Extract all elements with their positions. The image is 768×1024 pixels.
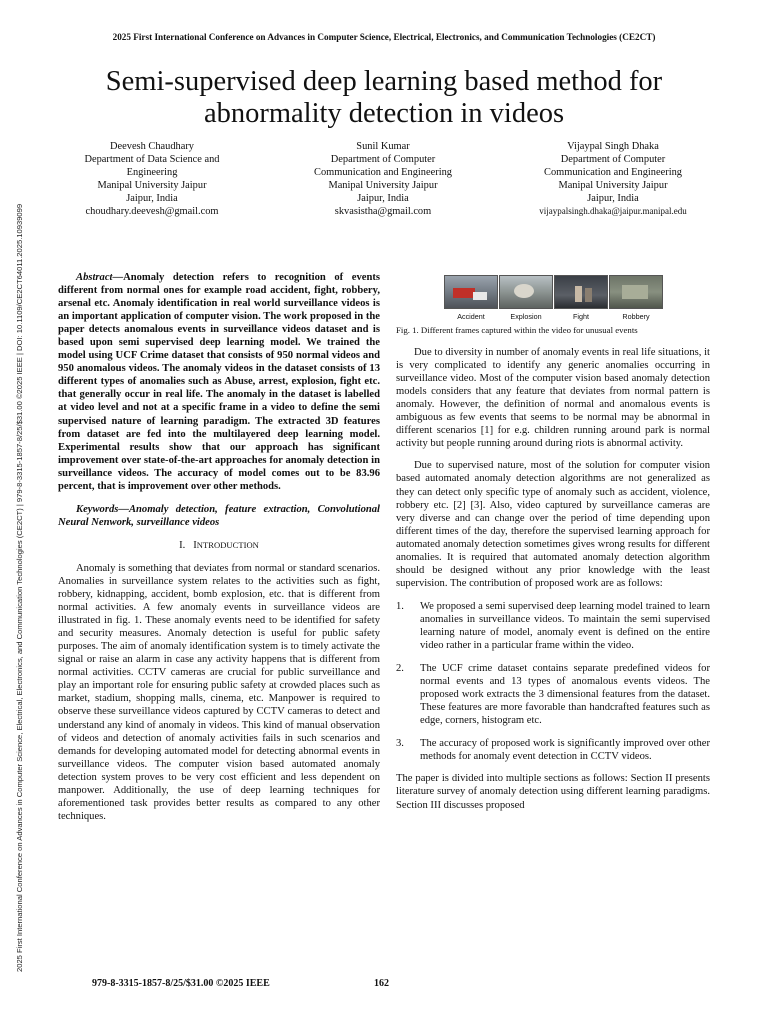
abstract-lead: Abstract: [76, 272, 113, 283]
footer-isbn: 979-8-3315-1857-8/25/$31.00 ©2025 IEEE: [92, 978, 270, 989]
author-email[interactable]: vijaypalsingh.dhaka@jaipur.manipal.edu: [539, 206, 687, 216]
author-dept-line2: Engineering: [126, 167, 178, 178]
author-dept-line1: Department of Computer: [330, 154, 436, 165]
author-dept-line1: Department of Data Science and: [84, 154, 220, 165]
author-location: Jaipur, India: [357, 193, 409, 204]
side-doi-note: 2025 First International Conference on Advances in Computer Science, Electrical, Electronics, and Communication Technologies (CE2CT) | 979-8-3315-1857-8/25/$31.00 ©2025 IEEE | DOI: 10.1109/CE2CT64011.2025.10939099: [15, 203, 24, 972]
author-dept-line2: Communication and Engineering: [544, 167, 682, 178]
contribution-text: We proposed a semi supervised deep learning model trained to learn anomalies in surveillance videos. To maintain the semi supervised learning nature of model, anomaly event is defined on the entire video rather in a particular frame within the video.: [420, 600, 710, 652]
fight-frame-image: [554, 275, 608, 309]
author-name: Sunil Kumar: [356, 141, 410, 152]
author-block-3: [513, 140, 713, 218]
contribution-number: 2.: [396, 663, 404, 675]
section-title-initial: I: [193, 539, 197, 551]
abstract-text: —Anomaly detection refers to recognition of events different from normal ones for example road accident, fight, robbery, arsenal etc. Anomaly identification in real world surveillance videos is an important application of computer vision. The work proposed in the paper detects anomalous events in surveillance videos dataset and is based upon semi supervised deep learning model. We trained the model using UCF Crime dataset that consists of 950 normal videos and 950 anomalous videos. The anomaly videos in the dataset consists of 13 different types of anomalies such as Abuse, arrest, explosion, fight etc. that generally occur in real life. The anomaly in the dataset is labelled at video level and not at a specific frame in a video to define the semi supervised nature of learning paradigm. The extracted 3D features from dataset are fed into the multilayered deep learning model. Experimental results show that our approach has significant improvement over state-of-the-art approaches for anomaly detection in surveillance videos. The accuracy of model comes out to be 83.96 percent, that is improvement over other methods.: [58, 272, 380, 492]
author-block-1: [52, 140, 252, 218]
figure-caption: Fig. 1. Different frames captured within the video for unusual events: [396, 325, 638, 335]
figure-label-explosion: Explosion: [510, 312, 542, 321]
figure-label-fight: Fight: [573, 312, 589, 321]
conference-header: 2025 First International Conference on Advances in Computer Science, Electrical, Electronics, and Communication Technologies (CE2CT): [112, 32, 656, 42]
section-heading-introduction: [58, 539, 380, 552]
contribution-item: [396, 737, 710, 763]
contribution-item: [396, 662, 710, 727]
paper-title: Semi-supervised deep learning based method for abnormality detection in videos: [105, 66, 663, 129]
page-number: 162: [374, 978, 389, 989]
author-name: Deevesh Chaudhary: [110, 141, 194, 152]
intro-paragraph: Anomaly is something that deviates from normal or standard scenarios. Anomalies in surveillance system relates to the activities such as fight, robbery, kidnapping, accident, bomb explosion, etc. that is different from normal activities. A few anomaly events in surveillance videos are illustrated in fig. 1. These anomaly events need to be identified for safety and security measures. Anomaly detection is useful for public safety purposes. The aim of anomaly identification system is to timely activate the signal or raise an alarm in case any activity happens that is different from normal activities. CCTV cameras are crucial for public surveillance and play an important role for ensuring public safety at crowded places such as market, stadium, shopping malls, cinema, etc. Manpower is required to observe these surveillance videos captured by CCTV cameras to detect and understand any kind of anomaly in videos. This kind of manual observation of videos and detection of anomaly activities fails in such scenarios and demands for developing automated model for detecting abnormal events in surveillance videos. The computer vision based automated anomaly detection system proves to be very cost efficient and less dependent on manpower. Additionally, the use of deep learning techniques for aforementioned task provides better results as compared to any other techniques.: [58, 562, 380, 822]
abstract: [58, 271, 380, 493]
keywords: Keywords—Anomaly detection, feature extraction, Convolutional Neural Nenwork, surveillance videos: [58, 503, 380, 528]
explosion-frame-image: [499, 275, 553, 309]
body-paragraph: Due to diversity in number of anomaly events in real life situations, it is very complicated to identify any generic anomalies occurring in surveillance video. Most of the computer vision based anomaly detection models considers that any feature that deviates from normal pattern is anomaly. However, the definition of normal and anomalous events is ambiguous as few events that seems to be normal may be abnormal in different scenarios [1] for e.g. children running around park is normal activity but people running around during riots is abnormal activity.: [396, 347, 710, 450]
contribution-number: 1.: [396, 600, 404, 612]
author-location: Jaipur, India: [126, 193, 178, 204]
contribution-number: 3.: [396, 738, 404, 750]
section-numeral: I.: [179, 539, 186, 551]
section-title-rest: NTRODUCTION: [196, 539, 259, 550]
author-name: Vijaypal Singh Dhaka: [567, 141, 659, 152]
right-column: [396, 270, 710, 812]
author-university: Manipal University Jaipur: [328, 180, 438, 191]
author-dept-line1: Department of Computer: [560, 154, 666, 165]
contribution-item: [396, 600, 710, 652]
figure-1: [396, 270, 710, 321]
author-block-2: [283, 140, 483, 218]
figure-label-accident: Accident: [457, 312, 485, 321]
author-university: Manipal University Jaipur: [558, 180, 668, 191]
author-dept-line2: Communication and Engineering: [314, 167, 452, 178]
author-university: Manipal University Jaipur: [97, 180, 207, 191]
robbery-frame-image: [609, 275, 663, 309]
body-paragraph: The paper is divided into multiple sections as follows: Section II presents literature survey of anomaly detection using different learning paradigms. Section III discusses proposed: [396, 773, 710, 811]
author-location: Jaipur, India: [587, 193, 639, 204]
left-column: [58, 271, 380, 823]
contribution-text: The accuracy of proposed work is significantly improved over other methods for anomaly event detection in CCTV videos.: [420, 738, 710, 763]
contribution-text: The UCF crime dataset contains separate predefined videos for normal events and 13 types of anomalous events videos. The proposed work extracts the 3 dimensional features from the dataset. These features are more favorable than handcrafted features such as edge, corners, histogram etc.: [420, 663, 710, 727]
author-email[interactable]: skvasistha@gmail.com: [334, 206, 432, 217]
figure-label-robbery: Robbery: [622, 312, 650, 321]
author-email[interactable]: choudhary.deevesh@gmail.com: [85, 206, 219, 217]
accident-frame-image: [444, 275, 498, 309]
body-paragraph: Due to supervised nature, most of the solution for computer vision based automated anomaly detection algorithms are not generalized as they can detect only specific type of anomaly such as accident, violence, robbery etc. [2] [3]. Also, video captured by surveillance cameras are very diverse and can change over the period of time depending upon different times of the day, therefore the supervised learning approach for automated anomaly detection sometimes gives wrong results for different anomalies. It is required that automated anomaly detection algorithm should be designed without any prior knowledge with the least supervision. The contribution of proposed work are as follows:: [396, 460, 710, 589]
